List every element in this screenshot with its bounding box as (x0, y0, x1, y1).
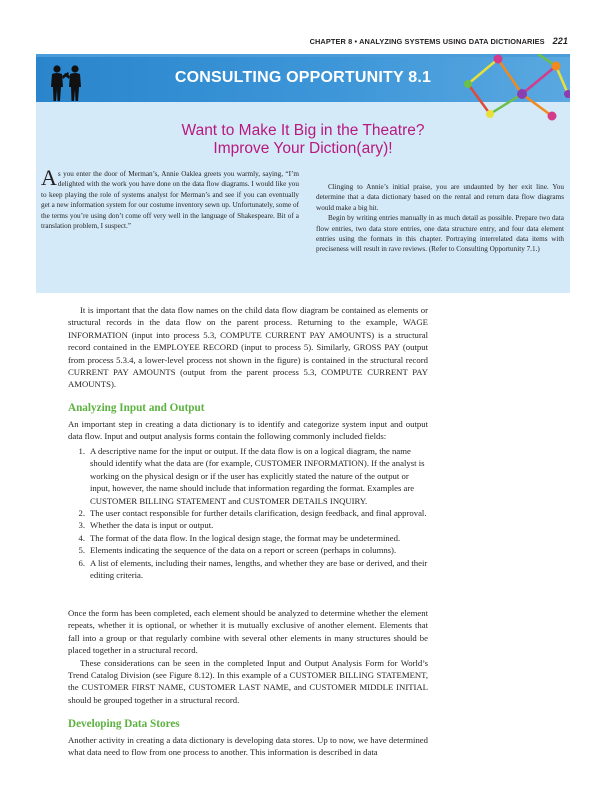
body-paragraph-3 (68, 607, 428, 706)
page-number: 221 (552, 36, 568, 46)
section-heading-input-output: Analyzing Input and Output (68, 402, 205, 414)
list-item-text: A descriptive name for the input or output. If the data flow is on a logical diagram, the name should identify what the data are (for example, CUSTOMER INFORMATION). If the analyst is working on the physical design or if the user has explicitly stated the nature of the output or input, however, the name should include that information regarding the format. Examples are CUSTOMER BILLING STATEMENT and CUSTOMER DETAILS INQUIRY. (90, 446, 425, 506)
consulting-opportunity-box (36, 54, 570, 293)
paragraph-text: An important step in creating a data dictionary is to identify and categorize system input and output data flow. Input and output analysis forms contain the following commonly included fields: (68, 419, 428, 442)
paragraph-text: It is important that the data flow names on the child data flow diagram be contained as elements or structural records in the data flow on the parent process. Returning to the example, WAGE INFORMATION (input into process 5.3, COMPUTE CURRENT PAY AMOUNTS) is a structural record contained in the EMPLOYEE RECORD (input to process 5). Similarly, GROSS PAY (output from process 5.3.4, a lower-level process not shown in the figure) is contained in the structural record CURRENT PAY AMOUNTS (output from the parent process 5.3, COMPUTE CURRENT PAY AMOUNTS). (68, 305, 428, 390)
list-item (68, 519, 430, 531)
section-heading-data-stores: Developing Data Stores (68, 718, 180, 730)
list-item-text: Elements indicating the sequence of the data on a report or screen (perhaps in columns). (90, 545, 397, 556)
list-item-number: 5. (78, 545, 85, 556)
running-header (0, 36, 568, 46)
box-subtitle-line1: Want to Make It Big in the Theatre? (181, 122, 425, 139)
paragraph-text: Once the form has been completed, each element should be analyzed to determine whether the element repeats, whether it is optional, or whether it is mutually exclusive of another element. Elements that fall into a group or that regularly combine with several other elements in many structures should be placed together in a structural record. (68, 608, 428, 656)
list-item-number: 2. (78, 508, 85, 519)
list-item-text: Whether the data is input or output. (90, 520, 214, 531)
box-right-column (316, 182, 564, 255)
list-item-number: 6. (78, 557, 85, 568)
list-item-number: 3. (78, 520, 85, 531)
box-right-paragraph-1: Clinging to Annie’s initial praise, you are undaunted by her exit line. You determine that a data dictionary based on the rental and return data flow diagrams would make a big hit. (316, 183, 564, 212)
fields-list (68, 445, 430, 581)
network-graph-illustration (460, 54, 570, 126)
body-paragraph-2 (68, 418, 428, 443)
list-item-number: 1. (78, 446, 85, 456)
body-paragraph-5 (68, 734, 428, 759)
list-item (68, 532, 430, 544)
list-item (68, 544, 430, 556)
list-item-text: The user contact responsible for further details clarification, design feedback, and final approval. (90, 508, 427, 519)
box-left-text: s you enter the door of Merman’s, Annie Oaklea greets you warmly, saying, “I’m delighted with the work you have done on the data flow diagrams. I would like you to keep playing the role of systems analyst for Merman’s and see if you can eventually get a new information system for our costume inventory sewn up. Unfortunately, some of the terms you’re using don’t come off very well in the language of Shakespeare. Bit of a translation problem, I suspect.” (41, 170, 299, 231)
box-left-paragraph (41, 165, 299, 231)
list-item-text: A list of elements, including their names, lengths, and whether they are base or derived, and their editing criteria. (90, 557, 428, 581)
banner-title: CONSULTING OPPORTUNITY 8.1 (174, 69, 432, 86)
list-item (68, 445, 430, 507)
box-left-column (41, 165, 299, 231)
paragraph-text: Another activity in creating a data dictionary is developing data stores. Up to now, we have determined what data need to flow from one process to another. This information is described in data (68, 735, 428, 758)
drop-cap: A (41, 165, 57, 190)
list-item-text: The format of the data flow. In the logical design stage, the format may be undetermined. (90, 532, 401, 543)
paragraph-text: These considerations can be seen in the completed Input and Output Analysis Form for World’s Trend Catalog Division (see Figure 8.12). In this example of a CUSTOMER BILLING STATEMENT, the CUSTOMER FIRST NAME, CUSTOMER LAST NAME, and CUSTOMER MIDDLE INITIAL should be grouped together in a structural record. (68, 657, 428, 705)
box-right-paragraph-2: Begin by writing entries manually in as much detail as possible. Prepare two data flow entries, two data store entries, one data structure entry, and four data element entries using the formats in this chapter. Portraying interrelated data items with preciseness will result in rave reviews. (Refer to Consulting Opportunity 7.1.) (316, 214, 564, 254)
list-item (68, 507, 430, 519)
running-title: CHAPTER 8 • ANALYZING SYSTEMS USING DATA DICTIONARIES (309, 37, 545, 46)
list-item-number: 4. (78, 532, 85, 543)
list-item (68, 557, 430, 582)
body-paragraph-1 (68, 304, 428, 391)
box-subtitle-line2: Improve Your Diction(ary)! (213, 140, 393, 157)
